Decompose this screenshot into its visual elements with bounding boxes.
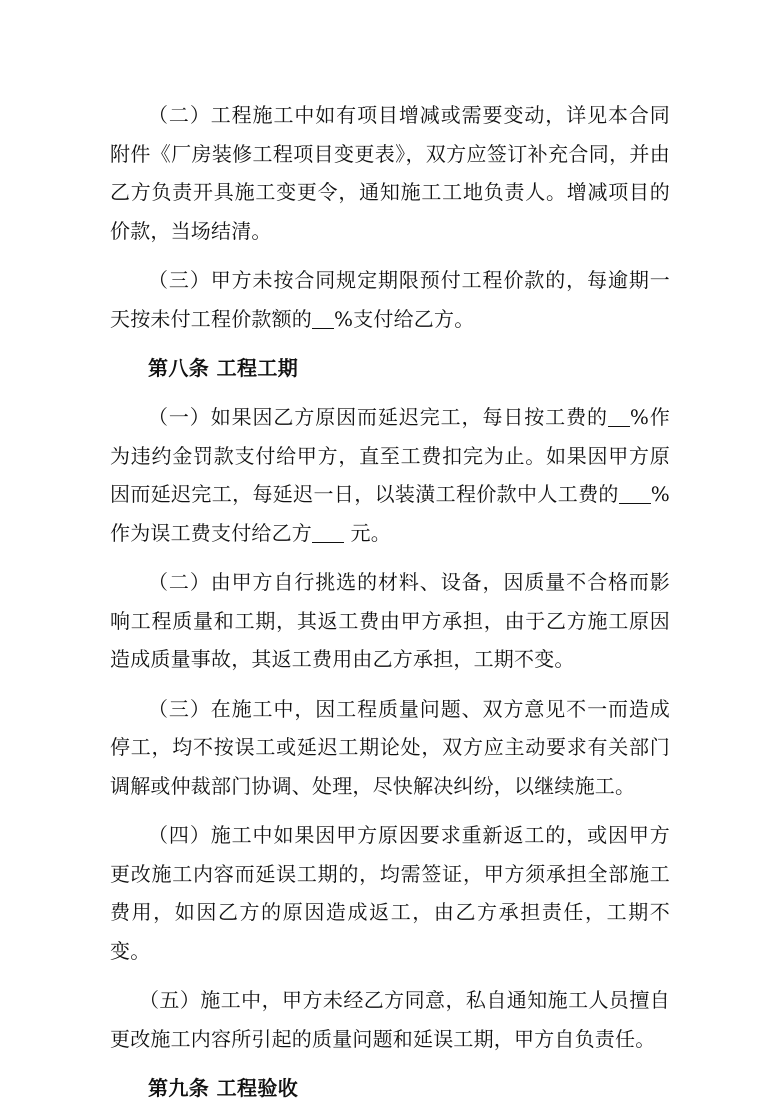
clause-text: （二）由甲方自行挑选的材料、设备，因质量不合格而影响工程质量和工期，其返工费由甲方承担，由于乙方施工原因造成质量事故，其返工费用由乙方承担，工期不变。: [110, 570, 670, 671]
document-page: [110, 96, 670, 1118]
blank-percentage-line: [619, 483, 651, 504]
heading-text: 第八条 工程工期: [148, 356, 299, 380]
clause-text: （五）施工中，甲方未经乙方同意，私自通知施工人员擅自更改施工内容所引起的质量问题和延误工期，甲方自负责任。: [110, 988, 670, 1051]
clause-text-part-3: %作为误工费支付给乙方: [110, 482, 670, 545]
clause-text-part-1: （三）甲方未按合同规定期限预付工程价款的，每逾期一天按未付工程价款额的: [110, 268, 670, 331]
clause-text-part-4: 元。: [344, 520, 391, 545]
clause-text-part-2: %作为违约金罚款支付给甲方，直至工费扣完为止。如果因甲方原因而延迟完工，每延迟一日，以装潢工程价款中人工费的: [110, 405, 670, 506]
blank-amount-line: [312, 522, 344, 543]
clause-text-part-1: （一）如果因乙方原因而延迟完工，每日按工费的: [148, 405, 608, 429]
clause-7-item-2: [110, 96, 670, 250]
blank-percentage-line: [312, 308, 334, 329]
clause-8-item-1: [110, 398, 670, 552]
blank-percentage-line: [608, 406, 630, 427]
clause-text: （三）在施工中，因工程质量问题、双方意见不一而造成停工，均不按误工或延迟工期论处，双方应主动要求有关部门调解或仲裁部门协调、处理，尽快解决纠纷，以继续施工。: [110, 696, 670, 798]
clause-8-item-5: [110, 981, 670, 1058]
clause-8-item-2: [110, 563, 670, 679]
article-8-heading: [110, 349, 670, 387]
clause-8-item-4: [110, 816, 670, 970]
clause-text: （二）工程施工中如有项目增减或需要变动，详见本合同附件《厂房装修工程项目变更表》，双方应签订补充合同，并由乙方负责开具施工变更令，通知施工工地负责人。增减项目的价款，当场结清。: [110, 103, 670, 243]
clause-8-item-3: [110, 690, 670, 806]
clause-text: （四）施工中如果因甲方原因要求重新返工的，或因甲方更改施工内容而延误工期的，均需签证，甲方须承担全部施工费用，如因乙方的原因造成返工，由乙方承担责任，工期不变。: [110, 823, 670, 963]
clause-7-item-3: [110, 261, 670, 338]
clause-text-part-2: %支付给乙方。: [334, 306, 475, 331]
heading-text: 第九条 工程验收: [148, 1076, 299, 1100]
article-9-heading: [110, 1069, 670, 1107]
